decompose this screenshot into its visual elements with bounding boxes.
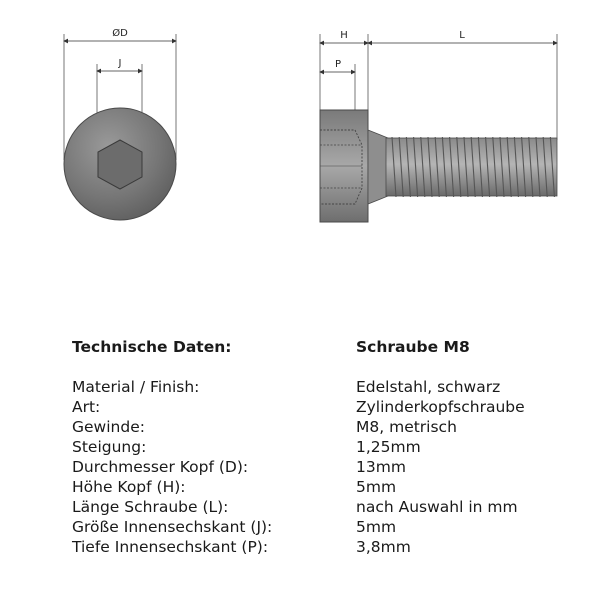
spec-value: 13mm <box>356 458 406 476</box>
spec-row <box>72 417 572 437</box>
dim-label-length: L <box>459 30 465 41</box>
spec-heading-left: Technische Daten: <box>72 338 232 356</box>
spec-key: Gewinde: <box>72 418 145 436</box>
spec-value: Zylinderkopfschraube <box>356 398 525 416</box>
spec-value: 5mm <box>356 478 397 496</box>
spec-key: Tiefe Innensechskant (P): <box>72 538 269 556</box>
spec-row <box>72 377 572 397</box>
dim-label-diameter: ØD <box>112 28 128 39</box>
spec-row <box>72 517 572 537</box>
spec-value: nach Auswahl in mm <box>356 498 518 516</box>
spec-value: Edelstahl, schwarz <box>356 378 501 396</box>
spec-row <box>72 497 572 517</box>
dim-label-hex-size: J <box>118 58 122 69</box>
top-view <box>64 27 176 220</box>
spec-value: 3,8mm <box>356 538 411 556</box>
spec-key: Material / Finish: <box>72 378 200 396</box>
spec-key: Steigung: <box>72 438 147 456</box>
spec-row <box>72 397 572 417</box>
spec-row <box>72 537 572 557</box>
spec-key: Durchmesser Kopf (D): <box>72 458 249 476</box>
spec-row <box>72 437 572 457</box>
spec-heading-right: Schraube M8 <box>356 338 470 356</box>
spec-value: 5mm <box>356 518 397 536</box>
spec-key: Höhe Kopf (H): <box>72 478 186 496</box>
dim-label-hex-depth: P <box>334 59 342 70</box>
spec-key: Art: <box>72 398 101 416</box>
spec-table <box>72 337 572 557</box>
spec-value: 1,25mm <box>356 438 421 456</box>
side-view <box>320 30 557 222</box>
spec-row <box>72 477 572 497</box>
dim-label-head-height: H <box>340 30 348 41</box>
spec-value: M8, metrisch <box>356 418 457 436</box>
spec-key: Größe Innensechskant (J): <box>72 518 273 536</box>
spec-heading-row <box>72 337 572 357</box>
spec-row <box>72 457 572 477</box>
spec-key: Länge Schraube (L): <box>72 498 229 516</box>
